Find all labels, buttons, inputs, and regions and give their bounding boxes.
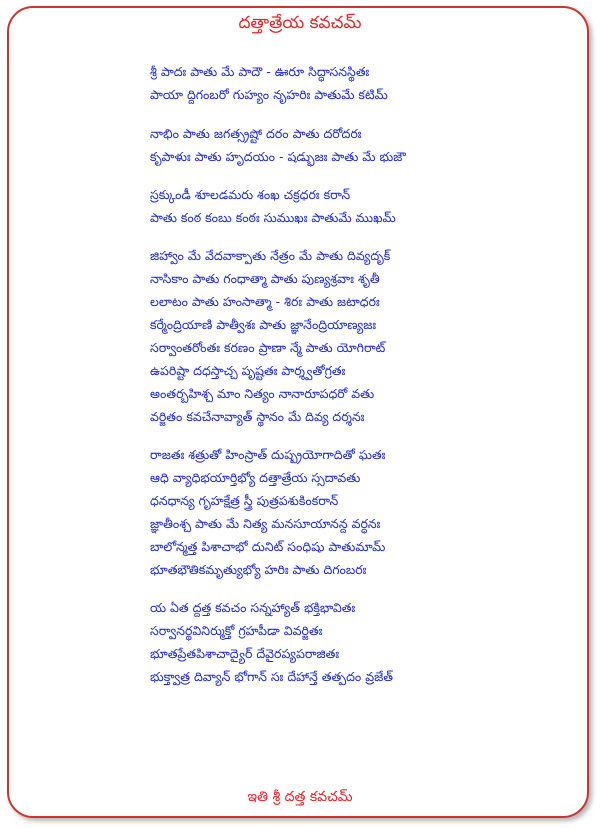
stanza bbox=[150, 244, 570, 428]
closing-line: ఇతి శ్రీ దత్త కవచమ్ bbox=[247, 789, 353, 805]
verse-line: శ్రీ పాదః పాతు మే పాదౌ - ఊరూ సిద్ధాసనస్థితః bbox=[150, 64, 370, 79]
stanza bbox=[150, 596, 570, 688]
verse-line: సర్వానర్థవినిర్ముక్తో గ్రహపీడా వివర్జితః bbox=[150, 623, 323, 638]
verse-line: నాభిం పాతు జగత్స్రష్టో దరం పాతు దరోదరః bbox=[150, 126, 362, 141]
verse-line: య ఏత ద్దత్త కవచం సన్నహ్యాత్ భక్తిభావితః bbox=[150, 600, 356, 615]
verse-line: నాసికాం పాతు గంధాత్మా పాతు పుణ్యశ్రవాః శృతీ bbox=[150, 271, 380, 286]
verse-line: జిహ్వాం మే వేదవాక్పాతు నేత్రం మే పాతు దివ్యదృక్ bbox=[150, 248, 391, 263]
verse-line: కృపాళుః పాతు హృదయం - షడ్భుజః పాతు మే భుజౌ bbox=[150, 149, 406, 164]
verse-line: స్రక్కుండీ శూలడమరు శంఖ చక్రధరః కరాన్ bbox=[150, 187, 351, 202]
stanza bbox=[150, 122, 570, 168]
verse-line: బాలోన్మత్త పిశాచాభో దునిట్ సంధిషు పాతుమామ్ bbox=[150, 539, 386, 554]
verse-line: భూతప్రేతపిశాచాద్యైర్ దేవైరప్యపరాజితః bbox=[150, 646, 340, 661]
verse-line: రాజతః శత్రుతో హింస్రాత్ దుష్ప్రయోగాదితో ఘతః bbox=[150, 447, 386, 462]
verse-line: భూతభౌతికమృత్యుభ్యో హరిః పాతు దిగంబరః bbox=[150, 562, 367, 577]
verse-line: సర్వాంతరోంతః కరణం ప్రాణా న్మే పాతు యోగిరాట్ bbox=[150, 340, 386, 355]
verse-line: అంతర్బహిశ్చ మాం నిత్యం నానారూపధరో వతు bbox=[150, 386, 375, 401]
verse-line: వర్జితం కవచేనావ్యాత్ స్థానం మే దివ్య దర్శనః bbox=[150, 409, 365, 424]
verse-line: పాతు కంఠ కంబు కంఠః సుముఖః పాతుమే ముఖమ్ bbox=[150, 210, 396, 225]
verse-line: ఆధి వ్యాధిభయార్తిభ్యో దత్తాత్రేయ స్సదావతు bbox=[150, 470, 361, 485]
verse-line: భుక్త్వాత్ర దివ్యాన్ భోగాన్ సః దేహాన్తే తత్పదం వ్రజేత్ bbox=[150, 669, 393, 684]
verse-line: లలాటం పాతు హంసాత్మా - శిరః పాతు జటాధరః bbox=[150, 294, 380, 309]
verses-container bbox=[150, 60, 570, 703]
verse-line: పాయా ద్దిగంబరో గుహ్యం నృహరిః పాతుమే కటిమ్ bbox=[150, 87, 388, 102]
page-title: దత్తాత్రేయ కవచమ్ bbox=[238, 13, 362, 33]
verse-line: ధనధాన్య గృహక్షేత్ర స్త్రీ పుత్రపశుకింకరాన్ bbox=[150, 493, 339, 508]
verse-line: కర్మేంద్రియాణి పాత్వీశః పాతు జ్ఞానేంద్రియాణ్యజః bbox=[150, 317, 377, 332]
verse-line: జ్ఞాతీంశ్చ పాతు మే నిత్య మనసూయానన్ద వర్ధనః bbox=[150, 516, 381, 531]
verse-line: ఉపరిష్టా దధస్తాచ్చ పృష్టతః పార్శ్వతోగ్రతః bbox=[150, 363, 346, 378]
stanza bbox=[150, 183, 570, 229]
stanza bbox=[150, 60, 570, 106]
stanza bbox=[150, 443, 570, 581]
